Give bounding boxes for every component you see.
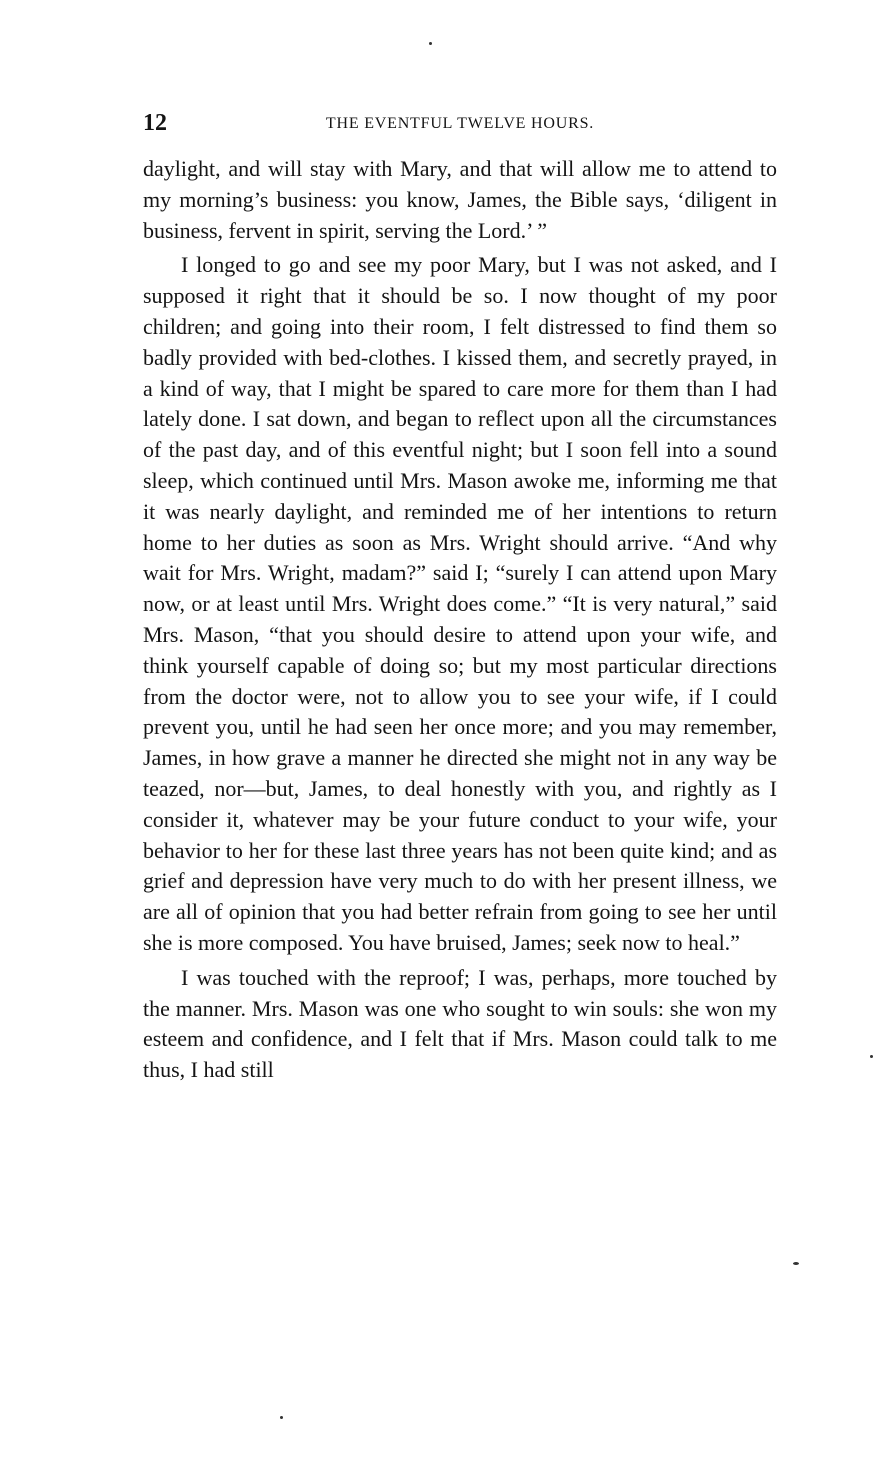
page-number: 12: [143, 110, 167, 136]
body-text: [143, 154, 777, 1086]
scan-speck: [793, 1262, 799, 1265]
paragraph: I longed to go and see my poor Mary, but I was not asked, and I supposed it right that it should be so. I now thought of my poor children; and going into their room, I felt distressed to find them so badly provided with bed-clothes. I kissed them, and secretly prayed, in a kind of way, that I might be spared to care more for them than I had lately done. I sat down, and began to reflect upon all the circumstances of the past day, and of this eventful night; but I soon fell into a sound sleep, which continued until Mrs. Mason awoke me, informing me that it was nearly daylight, and reminded me of her intentions to return home to her duties as soon as Mrs. Wright should arrive. “And why wait for Mrs. Wright, madam?” said I; “surely I can attend upon Mary now, or at least until Mrs. Wright does come.” “It is very natural,” said Mrs. Mason, “that you should desire to attend upon your wife, and think yourself capable of doing so; but my most particular directions from the doctor were, not to allow you to see your wife, if I could prevent you, until he had seen her once more; and you may remember, James, in how grave a manner he directed she might not in any way be teazed, nor—but, James, to deal honestly with you, and rightly as I consider it, whatever may be your future conduct to your wife, your behavior to her for these last three years has not been quite kind; and as grief and depression have very much to do with her present illness, we are all of opinion that you had better refrain from going to see her until she is more composed. You have bruised, James; seek now to heal.”: [143, 252, 777, 955]
paragraph-continuation: daylight, and will stay with Mary, and that will allow me to attend to my morning’s business: you know, James, the Bible says, ‘diligent in business, fervent in spirit, serving the Lord.’ ”: [143, 156, 777, 243]
scan-speck: [280, 1416, 283, 1419]
page-header: [143, 108, 777, 138]
paragraph: I was touched with the reproof; I was, perhaps, more touched by the manner. Mrs. Mason was one who sought to win souls: she won my esteem and confidence, and I felt that if Mrs. Mason could talk to me thus, I had still: [143, 964, 777, 1083]
running-title: THE EVENTFUL TWELVE HOURS.: [325, 115, 595, 132]
scan-speck: [429, 42, 432, 45]
scan-speck: [870, 1055, 873, 1058]
